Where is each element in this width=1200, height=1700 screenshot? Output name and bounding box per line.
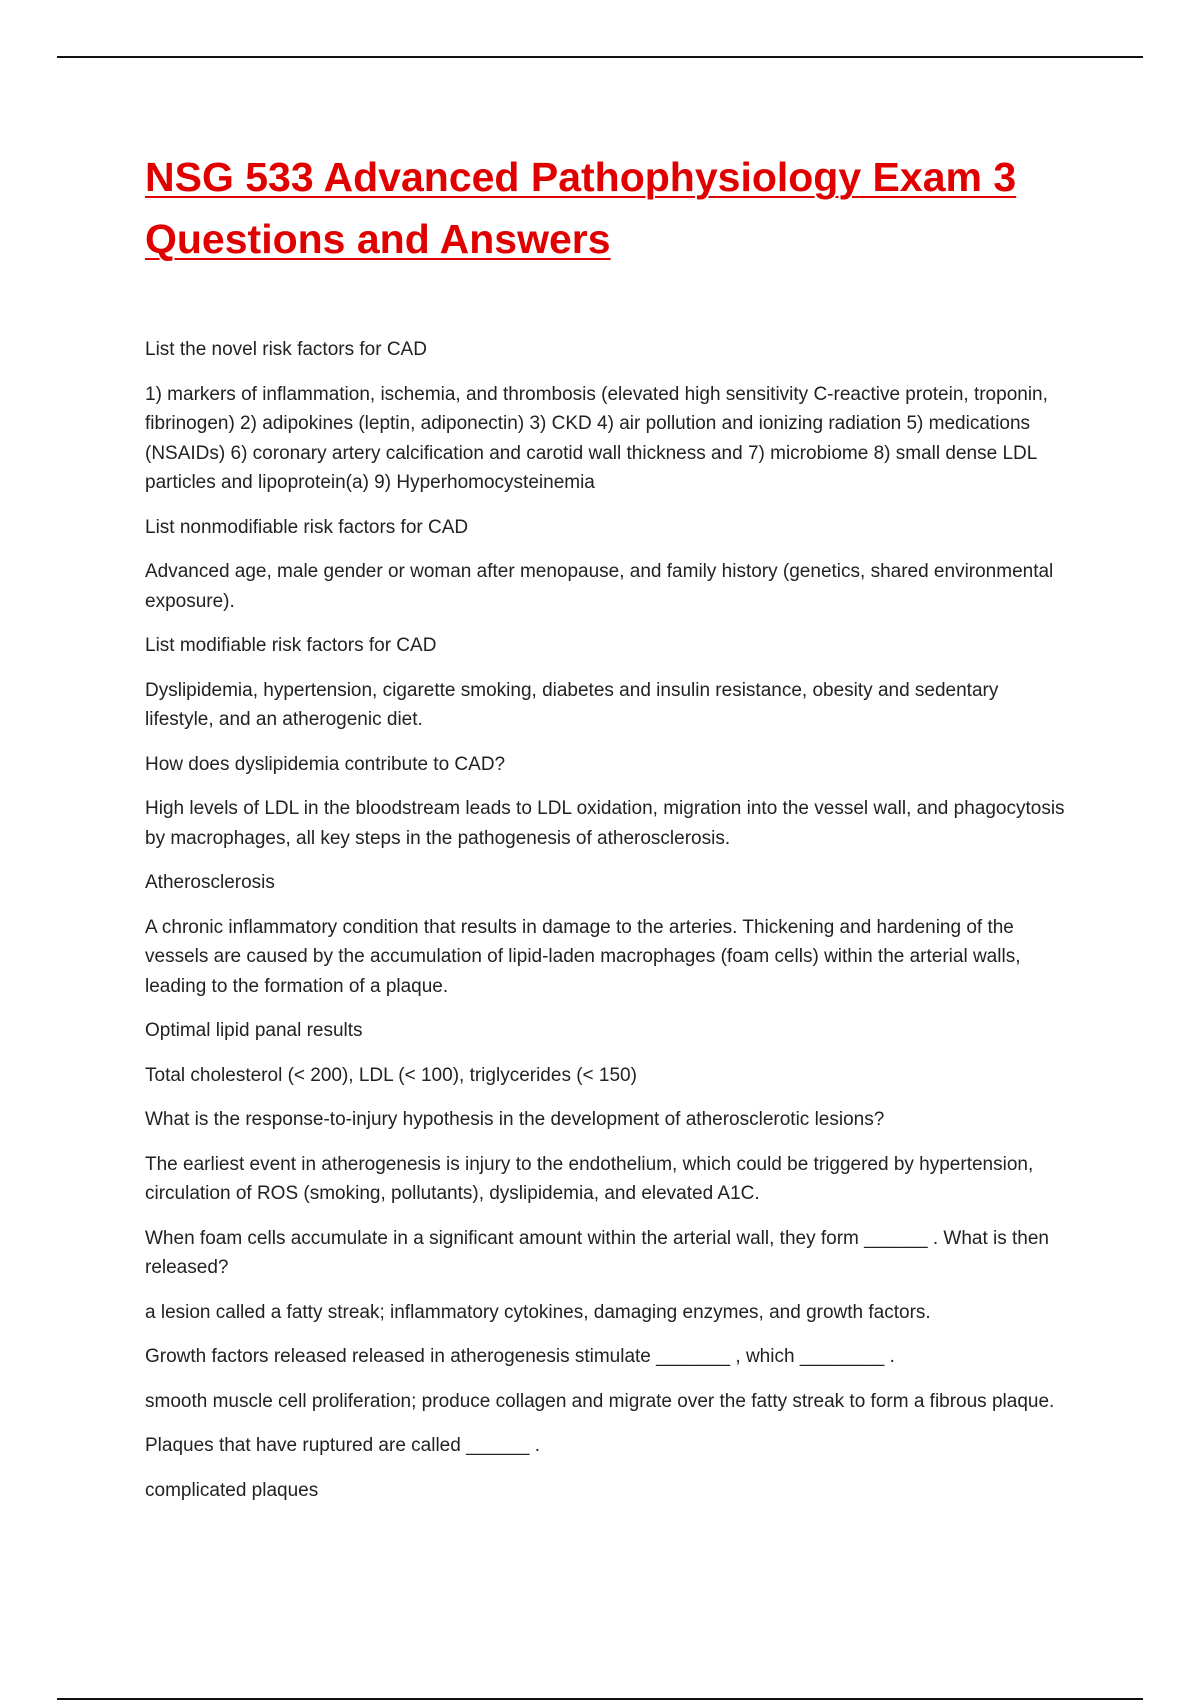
- answer-text: The earliest event in atherogenesis is injury to the endothelium, which could be triggered by hypertension, circulation of ROS (smoking, pollutants), dyslipidemia, and elevated A1C.: [145, 1153, 1034, 1204]
- question-text: Plaques that have ruptured are called ______ .: [145, 1435, 541, 1456]
- qa-item: [145, 750, 1065, 854]
- question-text: Growth factors released released in atherogenesis stimulate _______ , which ________ .: [145, 1346, 895, 1367]
- top-rule: [57, 56, 1143, 58]
- question-text: What is the response-to-injury hypothesis in the development of atherosclerotic lesions?: [145, 1109, 885, 1130]
- document-title: NSG 533 Advanced Pathophysiology Exam 3 Questions and Answers: [145, 154, 1017, 262]
- answer-text: complicated plaques: [145, 1479, 319, 1501]
- question-text: How does dyslipidemia contribute to CAD?: [145, 753, 506, 775]
- qa-item: [145, 1431, 1065, 1505]
- answer-text: High levels of LDL in the bloodstream leads to LDL oxidation, migration into the vessel wall, and phagocytosis by macrophages, all key steps in the pathogenesis of atherosclerosis.: [145, 798, 1065, 849]
- answer-text: Advanced age, male gender or woman after menopause, and family history (genetics, shared environmental exposure).: [145, 561, 1054, 612]
- answer-text: A chronic inflammatory condition that results in damage to the arteries. Thickening and hardening of the vessels are caused by the accumulation of lipid-laden macrophages (foam cells) within the arterial walls, leading to the formation of a plaque.: [145, 916, 1021, 997]
- question-text: List the novel risk factors for CAD: [145, 339, 427, 360]
- answer-text: Total cholesterol (< 200), LDL (< 100), triglycerides (< 150): [145, 1064, 637, 1086]
- qa-item: [145, 1016, 1065, 1090]
- qa-item: [145, 1342, 1065, 1416]
- qa-item: [145, 335, 1065, 498]
- question-text: List nonmodifiable risk factors for CAD: [145, 516, 469, 538]
- answer-text: Dyslipidemia, hypertension, cigarette smoking, diabetes and insulin resistance, obesity and sedentary lifestyle, and an atherogenic diet.: [145, 679, 999, 730]
- question-text: When foam cells accumulate in a significant amount within the arterial wall, they form ______ . What is then released?: [145, 1227, 1049, 1278]
- qa-item: [145, 868, 1065, 1001]
- qa-item: [145, 513, 1065, 617]
- answer-text: a lesion called a fatty streak; inflammatory cytokines, damaging enzymes, and growth factors.: [145, 1301, 931, 1323]
- question-text: List modifiable risk factors for CAD: [145, 635, 437, 656]
- question-text: Optimal lipid panal results: [145, 1020, 363, 1041]
- qa-item: [145, 1105, 1065, 1209]
- answer-text: smooth muscle cell proliferation; produce collagen and migrate over the fatty streak to form a fibrous plaque.: [145, 1390, 1055, 1412]
- qa-list: [145, 335, 1065, 1520]
- question-text: Atherosclerosis: [145, 872, 275, 893]
- qa-item: [145, 1224, 1065, 1328]
- qa-item: [145, 631, 1065, 735]
- answer-text: 1) markers of inflammation, ischemia, and thrombosis (elevated high sensitivity C-reactive protein, troponin, fibrinogen) 2) adipokines (leptin, adiponectin) 3) CKD 4) air pollution and ionizing radiation 5) medications (NSAIDs) 6) coronary artery calcification and carotid wall thickness and 7) microbiome 8) small dense LDL particles and lipoprotein(a) 9) Hyperhomocysteinemia: [145, 383, 1048, 493]
